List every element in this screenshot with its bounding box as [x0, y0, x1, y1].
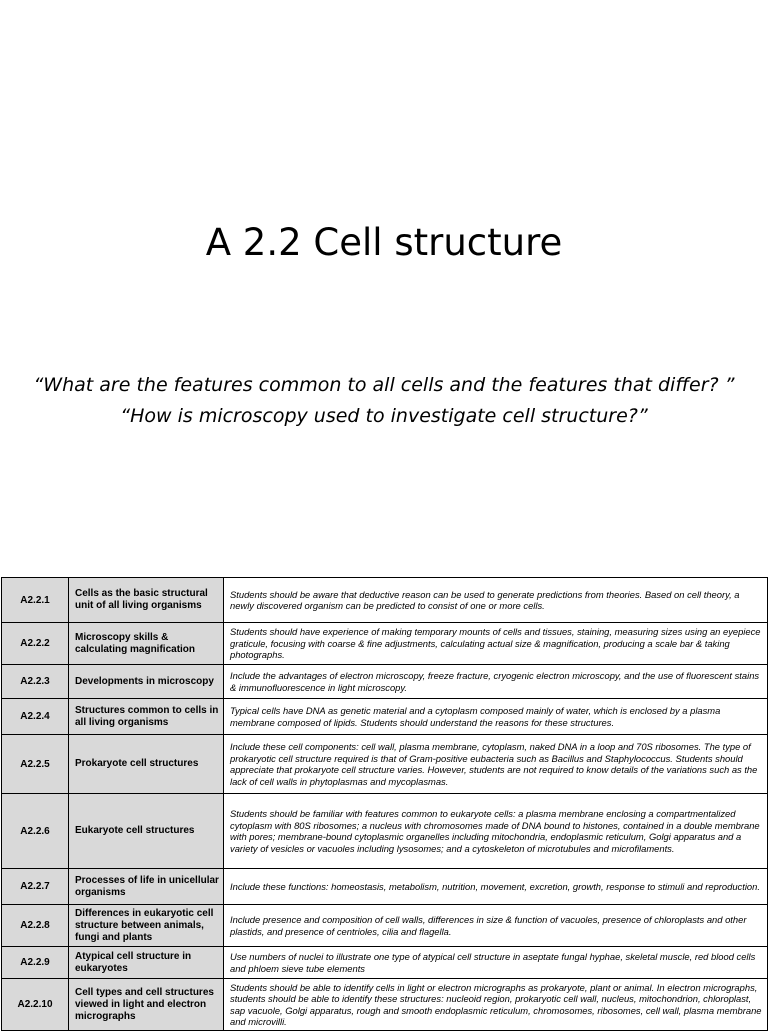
row-code: A2.2.10: [2, 979, 69, 1031]
row-description: Include presence and composition of cell walls, differences in size & function of vacuoles, presence of chloroplasts and other plastids, and presence of centrioles, cilia and flagella.: [224, 905, 768, 947]
table-row: [2, 665, 768, 699]
row-topic: Cell types and cell structures viewed in light and electron micrographs: [69, 979, 224, 1031]
table-row: [2, 735, 768, 794]
page-title: A 2.2 Cell structure: [205, 221, 563, 264]
table-row: [2, 947, 768, 979]
guiding-question: “What are the features common to all cells and the features that differ? ”: [33, 374, 735, 396]
row-description: Students should be aware that deductive reason can be used to generate predictions from theories. Based on cell theory, a newly discovered organism can be predicted to consist of one or more cells.: [224, 578, 768, 623]
table-row: [2, 699, 768, 735]
row-code: A2.2.4: [2, 699, 69, 735]
row-description: Include these cell components: cell wall, plasma membrane, cytoplasm, naked DNA in a loop and 70S ribosomes. The type of prokaryotic cell structure required is that of Gram-positive eubacteria such as Bacillus and Staphylococcus. Students should appreciate that prokaryote cell structure varies. However, students are not required to know details of the variations such as the lack of cell walls in phytoplasmas and mycoplasmas.: [224, 735, 768, 794]
row-code: A2.2.8: [2, 905, 69, 947]
row-code: A2.2.1: [2, 578, 69, 623]
row-description: Students should be able to identify cells in light or electron micrographs as prokaryote, plant or animal. In electron micrographs, students should be able to identify these structures: nucleoid region, prokaryotic cell wall, nucleus, mitochondrion, chloroplast, sap vacuole, Golgi apparatus, rough and smooth endoplasmic reticulum, chromosomes, ribosomes, cell wall, plasma membrane and microvilli.: [224, 979, 768, 1031]
row-code: A2.2.6: [2, 794, 69, 869]
row-topic: Eukaryote cell structures: [69, 794, 224, 869]
row-topic: Developments in microscopy: [69, 665, 224, 699]
row-description: Students should be familiar with features common to eukaryote cells: a plasma membrane enclosing a compartmentalized cytoplasm with 80S ribosomes; a nucleus with chromosomes made of DNA bound to histones, contained in a double membrane with pores; membrane-bound cytoplasmic organelles including mitochondria, endoplasmic reticulum, Golgi apparatus and a variety of vesicles or vacuoles including lysosomes; and a cytoskeleton of microtubules and microfilaments.: [224, 794, 768, 869]
table-row: [2, 905, 768, 947]
row-topic: Differences in eukaryotic cell structure between animals, fungi and plants: [69, 905, 224, 947]
row-code: A2.2.3: [2, 665, 69, 699]
row-topic: Structures common to cells in all living organisms: [69, 699, 224, 735]
table-row: [2, 869, 768, 905]
row-topic: Microscopy skills & calculating magnification: [69, 623, 224, 665]
row-code: A2.2.2: [2, 623, 69, 665]
table-row: [2, 794, 768, 869]
table-row: [2, 979, 768, 1031]
row-code: A2.2.9: [2, 947, 69, 979]
row-topic: Atypical cell structure in eukaryotes: [69, 947, 224, 979]
guiding-question: “How is microscopy used to investigate cell structure?”: [120, 405, 648, 427]
row-description: Typical cells have DNA as genetic material and a cytoplasm composed mainly of water, which is enclosed by a plasma membrane composed of lipids. Students should understand the reasons for these structures.: [224, 699, 768, 735]
syllabus-table: [1, 577, 768, 1031]
row-description: Include these functions: homeostasis, metabolism, nutrition, movement, excretion, growth, response to stimuli and reproduction.: [224, 869, 768, 905]
guiding-questions: [0, 370, 768, 432]
table-row: [2, 623, 768, 665]
row-description: Include the advantages of electron microscopy, freeze fracture, cryogenic electron microscopy, and the use of fluorescent stains & immunofluorescence in light microscopy.: [224, 665, 768, 699]
row-topic: Prokaryote cell structures: [69, 735, 224, 794]
row-code: A2.2.5: [2, 735, 69, 794]
row-topic: Cells as the basic structural unit of all living organisms: [69, 578, 224, 623]
row-description: Students should have experience of making temporary mounts of cells and tissues, staining, measuring sizes using an eyepiece graticule, focusing with coarse & fine adjustments, calculating actual size & magnification, producing a scale bar & taking photographs.: [224, 623, 768, 665]
row-topic: Processes of life in unicellular organisms: [69, 869, 224, 905]
table-row: [2, 578, 768, 623]
row-description: Use numbers of nuclei to illustrate one type of atypical cell structure in aseptate fungal hyphae, skeletal muscle, red blood cells and phloem sieve tube elements: [224, 947, 768, 979]
row-code: A2.2.7: [2, 869, 69, 905]
